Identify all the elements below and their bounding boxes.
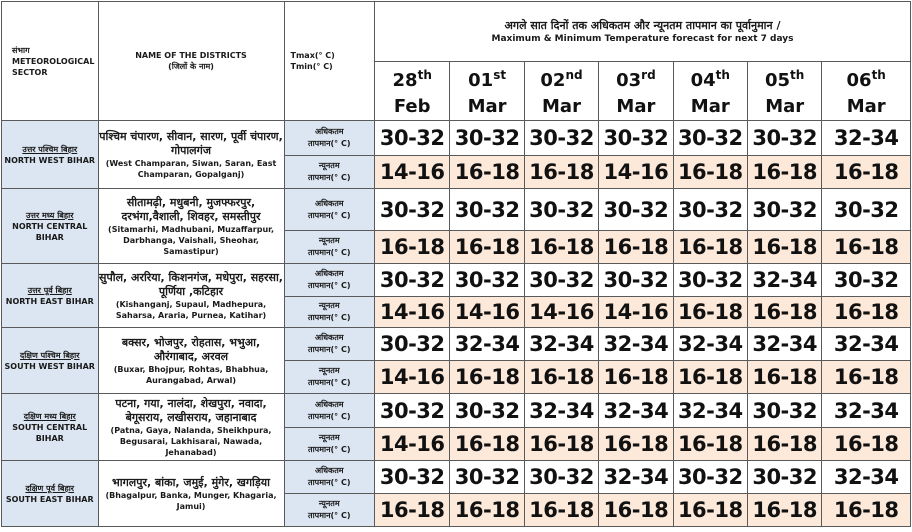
- date-day: [599, 62, 672, 94]
- districts-cell: [98, 328, 284, 394]
- tmax-value: 30-32: [375, 394, 450, 428]
- tmax-label-cell: [284, 328, 374, 361]
- tmax-value: 30-32: [450, 121, 524, 156]
- tmax-label-a: अधिकतम: [314, 399, 344, 409]
- sector-name-en: SOUTH EAST BIHAR: [5, 494, 94, 504]
- tmin-label-cell: [284, 156, 374, 189]
- tmin-label-b: तापमान(° C): [308, 378, 351, 387]
- date-day: [748, 62, 821, 94]
- districts-en: (Bhagalpur, Banka, Munger, Khagaria, Jamui): [105, 490, 277, 511]
- districts-hi: पश्चिम चंपारण, सीवान, सारण, पूर्वी चंपारण, गोपालगंज: [99, 129, 283, 157]
- tmin-value: 14-16: [375, 297, 450, 328]
- tmax-value: 30-32: [375, 328, 450, 361]
- tmax-value: 32-34: [747, 264, 821, 297]
- tmin-value: 16-18: [524, 494, 598, 527]
- date-day: [822, 62, 910, 94]
- tmin-label-a: न्यूनतम: [318, 366, 340, 375]
- tmin-value: 14-16: [375, 361, 450, 394]
- header-row: [2, 2, 911, 62]
- date-number: 28: [392, 70, 418, 91]
- sector-max-row: [2, 189, 911, 231]
- tmax-value: 30-32: [747, 189, 821, 231]
- districts-hi: बक्सर, भोजपुर, रोहतास, भभुआ, औरंगाबाद, अरवल: [121, 335, 261, 363]
- tmax-label-cell: [284, 461, 374, 494]
- tmin-label-cell: [284, 361, 374, 394]
- tmax-label-b: तापमान(° C): [308, 281, 351, 290]
- tmin-value: 16-18: [673, 494, 747, 527]
- sector-name-en: NORTH EAST BIHAR: [5, 296, 94, 306]
- tmax-value: 30-32: [450, 264, 524, 297]
- tmax-value: 30-32: [450, 189, 524, 231]
- districts-en: (Buxar, Bhojpur, Rohtas, Bhabhua, Aurangabad, Arwal): [113, 364, 269, 385]
- tmin-value: 16-18: [599, 494, 673, 527]
- sector-max-row: [2, 121, 911, 156]
- tmax-value: 30-32: [375, 461, 450, 494]
- tmax-value: 32-34: [822, 394, 911, 428]
- sector-name-cell: [2, 189, 99, 264]
- tmax-value: 30-32: [673, 121, 747, 156]
- date-day: [525, 62, 598, 94]
- tmax-value: 30-32: [822, 264, 911, 297]
- sector-name-cell: [2, 328, 99, 394]
- tmin-value: 16-18: [599, 231, 673, 264]
- sector-name-hi: उत्तर पश्चिम बिहार: [22, 144, 78, 154]
- date-month: Mar: [846, 96, 886, 117]
- tmax-value: 32-34: [747, 328, 821, 361]
- tmax-value: 30-32: [747, 394, 821, 428]
- sector-max-row: [2, 461, 911, 494]
- tmin-value: 16-18: [822, 297, 911, 328]
- tmin-value: 14-16: [599, 156, 673, 189]
- tmin-value: 16-18: [375, 231, 450, 264]
- sector-name-hi: दक्षिण मध्य बिहार: [23, 411, 76, 421]
- date-header: [599, 62, 673, 121]
- tmax-value: 30-32: [599, 264, 673, 297]
- tmin-value: 16-18: [822, 361, 911, 394]
- tmax-value: 30-32: [450, 461, 524, 494]
- tmax-label-a: अधिकतम: [314, 333, 344, 342]
- tmin-value: 16-18: [524, 231, 598, 264]
- tmin-value: 16-18: [450, 231, 524, 264]
- forecast-title-en: Maximum & Minimum Temperature forecast for next 7 days: [491, 33, 794, 44]
- tmin-value: 14-16: [375, 428, 450, 461]
- forecast-title: [375, 2, 911, 62]
- tmin-value: 16-18: [747, 361, 821, 394]
- tmax-value: 32-34: [599, 461, 673, 494]
- tmax-value: 32-34: [822, 461, 911, 494]
- districts-cell: [98, 264, 284, 328]
- forecast-table: [1, 1, 911, 527]
- tmin-value: 16-18: [822, 494, 911, 527]
- tmax-label-cell: [284, 121, 374, 156]
- sector-max-row: [2, 328, 911, 361]
- date-suffix: th: [417, 68, 432, 82]
- tmin-value: 14-16: [524, 297, 598, 328]
- tmin-label-b: तापमान(° C): [308, 445, 351, 454]
- districts-cell: [98, 189, 284, 264]
- sector-name-hi: दक्षिण पश्चिम बिहार: [19, 350, 80, 360]
- date-suffix: st: [493, 68, 507, 82]
- tmax-value: 30-32: [524, 189, 598, 231]
- tmax-label-cell: [284, 394, 374, 428]
- sector-header-en: METEOROLOGICAL SECTOR: [12, 56, 95, 77]
- sector-name-en: NORTH WEST BIHAR: [4, 155, 96, 165]
- date-suffix: rd: [641, 68, 656, 82]
- tmax-label-b: तापमान(° C): [308, 478, 351, 487]
- date-day: [450, 62, 523, 94]
- date-month: Mar: [765, 96, 805, 117]
- tmin-label-b: तापमान(° C): [308, 511, 351, 520]
- districts-en: (Sitamarhi, Madhubani, Muzaffarpur, Darbhanga, Vaishali, Sheohar, Samastipur): [108, 224, 274, 256]
- date-number: 04: [690, 70, 716, 91]
- tmin-value: 16-18: [450, 156, 524, 189]
- date-number: 01: [468, 70, 494, 91]
- districts-header-hi: (जिलों के नाम): [168, 62, 214, 71]
- forecast-table-body: [2, 2, 911, 527]
- tmax-value: 30-32: [375, 264, 450, 297]
- tmax-value: 30-32: [524, 121, 598, 156]
- tmin-value: 16-18: [673, 231, 747, 264]
- districts-hi: सुपौल, अररिया, किशनगंज, मधेपुरा, सहरसा, पूर्णिया ,कटिहार: [99, 270, 283, 298]
- tmin-label-a: न्यूनतम: [318, 433, 340, 442]
- tmax-value: 30-32: [673, 189, 747, 231]
- date-number: 03: [616, 70, 642, 91]
- date-number: 06: [846, 70, 872, 91]
- tmin-value: 14-16: [450, 297, 524, 328]
- tmax-label-b: तापमान(° C): [308, 345, 351, 354]
- districts-header: [98, 2, 284, 121]
- tmax-label-b: तापमान(° C): [308, 411, 351, 421]
- date-header: [375, 62, 450, 121]
- tmax-label-b: तापमान(° C): [308, 139, 351, 148]
- sector-name-cell: [2, 121, 99, 189]
- tmin-label-cell: [284, 494, 374, 527]
- tmax-header: Tmax(° C): [290, 51, 335, 60]
- tmax-value: 32-34: [673, 394, 747, 428]
- tmin-value: 16-18: [747, 494, 821, 527]
- sector-header: [2, 2, 99, 121]
- temp-header: [284, 2, 374, 121]
- tmax-label-a: अधिकतम: [314, 466, 344, 475]
- date-header: [673, 62, 747, 121]
- date-number: 05: [764, 70, 791, 91]
- tmin-value: 16-18: [822, 428, 911, 461]
- date-month: Mar: [542, 96, 581, 117]
- sector-name-cell: [2, 461, 99, 527]
- sector-name-hi: उत्तर मध्य बिहार: [26, 210, 74, 220]
- date-month: Mar: [690, 96, 730, 117]
- tmin-value: 14-16: [599, 297, 673, 328]
- tmin-value: 16-18: [673, 361, 747, 394]
- date-suffix: th: [871, 68, 886, 82]
- tmin-label-cell: [284, 428, 374, 461]
- tmax-value: 32-34: [822, 121, 911, 156]
- date-header: [450, 62, 524, 121]
- tmax-label-cell: [284, 264, 374, 297]
- tmax-value: 32-34: [599, 394, 673, 428]
- tmin-value: 16-18: [450, 494, 524, 527]
- sector-name-cell: [2, 394, 99, 461]
- tmax-label-a: अधिकतम: [314, 269, 344, 278]
- date-day: [375, 62, 449, 94]
- districts-en: (Patna, Gaya, Nalanda, Sheikhpura, Begusarai, Lakhisarai, Nawada, Jehanabad): [110, 425, 272, 457]
- date-suffix: th: [715, 68, 730, 82]
- tmax-label-a: अधिकतम: [314, 127, 344, 136]
- tmax-value: 32-34: [599, 328, 673, 361]
- date-header: [747, 62, 821, 121]
- sector-name-cell: [2, 264, 99, 328]
- sector-max-row: [2, 394, 911, 428]
- tmin-value: 16-18: [747, 297, 821, 328]
- date-header: [822, 62, 911, 121]
- sector-name-hi: दक्षिण पूर्व बिहार: [25, 483, 75, 493]
- sector-name-en: SOUTH CENTRAL BIHAR: [12, 422, 88, 443]
- tmin-value: 16-18: [450, 361, 524, 394]
- tmin-label-a: न्यूनतम: [318, 301, 340, 310]
- tmin-value: 16-18: [375, 494, 450, 527]
- tmax-value: 30-32: [822, 189, 911, 231]
- date-month: Mar: [616, 96, 656, 117]
- tmax-value: 32-34: [524, 328, 598, 361]
- tmin-value: 16-18: [822, 156, 911, 189]
- tmin-value: 16-18: [450, 428, 524, 461]
- tmin-label-a: न्यूनतम: [318, 499, 340, 508]
- districts-header-en: NAME OF THE DISTRICTS: [135, 51, 247, 60]
- tmax-value: 30-32: [450, 394, 524, 428]
- districts-en: (West Champaran, Siwan, Saran, East Champaran, Gopalganj): [105, 158, 277, 179]
- date-number: 02: [540, 70, 566, 91]
- tmax-value: 30-32: [747, 461, 821, 494]
- districts-hi: भागलपुर, बांका, जमुई, मुंगेर, खगड़िया: [112, 475, 271, 489]
- tmax-value: 32-34: [450, 328, 524, 361]
- tmin-label-b: तापमान(° C): [308, 173, 351, 182]
- tmax-value: 30-32: [375, 189, 450, 231]
- tmin-value: 14-16: [375, 156, 450, 189]
- tmin-value: 16-18: [673, 428, 747, 461]
- tmin-label-cell: [284, 231, 374, 264]
- tmin-value: 16-18: [599, 428, 673, 461]
- districts-hi: पटना, गया, नालंदा, शेखपुरा, नवादा, बेगूसराय, लखीसराय, जहानाबाद: [115, 396, 267, 424]
- tmin-label-a: न्यूनतम: [318, 236, 340, 245]
- tmin-value: 16-18: [524, 428, 598, 461]
- tmax-value: 30-32: [599, 189, 673, 231]
- districts-hi: सीतामढ़ी, मधुबनी, मुजफ्फरपुर, दरभंगा,वैशाली, शिवहर, समस्तीपुर: [121, 195, 261, 223]
- tmax-value: 30-32: [599, 121, 673, 156]
- sector-max-row: [2, 264, 911, 297]
- date-suffix: th: [790, 68, 805, 82]
- tmax-value: 30-32: [375, 121, 450, 156]
- districts-cell: [98, 461, 284, 527]
- tmin-value: 16-18: [747, 428, 821, 461]
- tmax-label-a: अधिकतम: [314, 198, 344, 208]
- tmax-value: 30-32: [524, 461, 598, 494]
- sector-header-hi: संभाग: [12, 45, 30, 55]
- tmin-value: 16-18: [747, 156, 821, 189]
- tmax-value: 32-34: [673, 328, 747, 361]
- districts-cell: [98, 394, 284, 461]
- tmin-value: 16-18: [747, 231, 821, 264]
- tmax-value: 30-32: [524, 264, 598, 297]
- sector-name-en: SOUTH WEST BIHAR: [4, 361, 95, 371]
- tmax-value: 32-34: [822, 328, 911, 361]
- tmin-label-a: न्यूनतम: [318, 161, 340, 170]
- districts-en: (Kishanganj, Supaul, Madhepura, Saharsa, Araria, Purnea, Katihar): [115, 299, 267, 320]
- tmin-label-b: तापमान(° C): [308, 248, 351, 257]
- tmax-label-b: तापमान(° C): [308, 210, 351, 220]
- tmin-value: 16-18: [673, 156, 747, 189]
- sector-name-en: NORTH CENTRAL BIHAR: [12, 221, 88, 242]
- tmin-value: 16-18: [599, 361, 673, 394]
- date-day: [674, 62, 747, 94]
- tmax-value: 30-32: [673, 264, 747, 297]
- forecast-title-hi: अगले सात दिनों तक अधिकतम और न्यूनतम तापमान का पूर्वानुमान /: [504, 18, 781, 32]
- tmax-value: 32-34: [524, 394, 598, 428]
- tmax-label-cell: [284, 189, 374, 231]
- tmin-value: 16-18: [673, 297, 747, 328]
- tmin-label-cell: [284, 297, 374, 328]
- date-month: Mar: [467, 96, 507, 117]
- date-month: Feb: [393, 96, 431, 117]
- date-header: [524, 62, 598, 121]
- sector-name-hi: उत्तर पूर्व बिहार: [27, 285, 72, 295]
- tmin-value: 16-18: [524, 156, 598, 189]
- tmin-header: Tmin(° C): [290, 62, 333, 71]
- districts-cell: [98, 121, 284, 189]
- tmin-value: 16-18: [822, 231, 911, 264]
- tmax-value: 30-32: [747, 121, 821, 156]
- tmax-value: 30-32: [673, 461, 747, 494]
- tmin-label-b: तापमान(° C): [308, 313, 351, 322]
- tmin-value: 16-18: [524, 361, 598, 394]
- date-suffix: nd: [565, 68, 583, 82]
